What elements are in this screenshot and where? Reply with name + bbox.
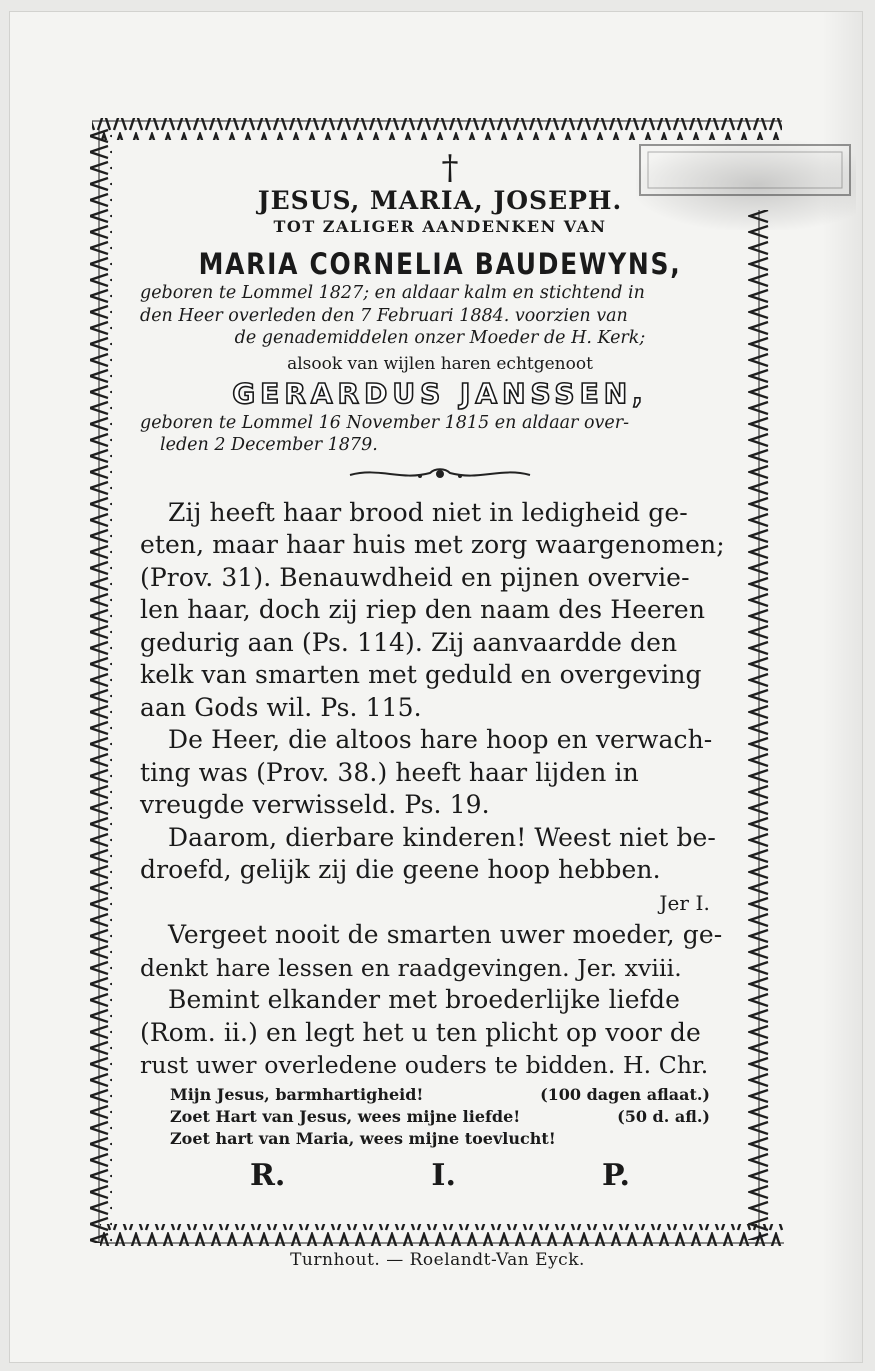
spouse-name: GERARDUS JANSSEN, <box>232 376 648 410</box>
bio-line-1: geboren te Lommel 1827; en aldaar kalm en stichtend in <box>140 283 645 303</box>
prayer-text: Zoet hart van Maria, wees mijne toevlucht! <box>170 1128 556 1148</box>
paragraph-5 <box>140 984 740 1082</box>
memorial-subtitle: TOT ZALIGER AANDENKEN VAN <box>273 217 607 236</box>
border-left <box>90 128 112 1243</box>
text-line: ting was (Prov. 38.) heeft haar lijden in <box>140 757 639 787</box>
text-line: Daarom, dierbare kinderen! Weest niet be- <box>168 822 716 852</box>
text-line: droefd, gelijk zij die geene hoop hebben. <box>140 855 661 884</box>
text-line: rust uwer overledene ouders te bidden. H. Chr. <box>140 1051 709 1079</box>
paragraph-2 <box>140 724 740 822</box>
paragraph-3 <box>140 822 740 887</box>
text-line: Bemint elkander met broederlijke liefde <box>168 985 681 1014</box>
invocation-title: JESUS, MARIA, JOSEPH. <box>257 186 623 215</box>
text-line: aan Gods wil. Ps. 115. <box>140 692 422 722</box>
border-bottom <box>100 1224 784 1246</box>
rip-letter: I. <box>431 1157 456 1193</box>
text-line: (Rom. ii.) en legt het u ten plicht op voor de <box>140 1017 701 1047</box>
indulgence-prayers <box>140 1084 740 1150</box>
text-line: kelk van smarten met geduld en overgeving <box>140 660 702 689</box>
ornament-flourish <box>140 465 740 487</box>
rip-line <box>140 1156 740 1196</box>
text-line: len haar, doch zij riep den naam des Heeren <box>140 595 706 624</box>
text-line: Zij heeft haar brood niet in ledigheid ge- <box>168 497 688 527</box>
prayer-indulgence: (100 dagen aflaat.) <box>540 1084 710 1104</box>
prayer-row <box>140 1084 740 1106</box>
text-line: De Heer, die altoos hare hoop en verwach- <box>168 725 713 754</box>
rip-letter: P. <box>601 1157 630 1193</box>
prayer-row <box>140 1106 740 1128</box>
prayer-text: Mijn Jesus, barmhartigheid! <box>170 1084 424 1104</box>
text-line: Vergeet nooit de smarten uwer moeder, ge- <box>168 920 723 949</box>
paragraph-1 <box>140 497 740 725</box>
spouse-intro: alsook van wijlen haren echtgenoot <box>287 353 593 374</box>
bio-line-3: de genademiddelen onzer Moeder de H. Kerk; <box>234 328 646 348</box>
paragraph-4 <box>140 919 740 984</box>
prayer-text: Zoet Hart van Jesus, wees mijne liefde! <box>170 1106 521 1126</box>
text-line: eten, maar haar huis met zorg waargenomen; <box>140 530 725 559</box>
flourish-icon <box>340 465 540 483</box>
text-line: denkt hare lessen en raadgevingen. Jer. xviii. <box>140 953 682 982</box>
spouse-bio-line-1: geboren te Lommel 16 November 1815 en aldaar over- <box>140 412 630 433</box>
card-content <box>140 150 740 1196</box>
reference-jer: Jer I. <box>659 890 710 915</box>
prayer-row <box>140 1128 740 1150</box>
printer-imprint: Turnhout. — Roelandt-Van Eyck. <box>290 1250 585 1270</box>
deceased-name: MARIA CORNELIA BAUDEWYNS, <box>198 247 682 281</box>
text-line: vreugde verwisseld. Ps. 19. <box>140 790 490 819</box>
cross-icon: † <box>441 148 459 188</box>
border-right <box>748 210 770 1240</box>
rip-letter: R. <box>250 1157 286 1193</box>
prayer-indulgence: (50 d. afl.) <box>617 1106 710 1126</box>
spouse-bio-line-2: leden 2 December 1879. <box>160 435 378 455</box>
bio-line-2: den Heer overleden den 7 Februari 1884. voorzien van <box>140 305 628 326</box>
scripture-text <box>140 497 740 1082</box>
text-line: gedurig aan (Ps. 114). Zij aanvaardde den <box>140 627 678 657</box>
text-line: (Prov. 31). Benauwdheid en pijnen overvie- <box>140 562 690 592</box>
border-top <box>92 118 782 140</box>
